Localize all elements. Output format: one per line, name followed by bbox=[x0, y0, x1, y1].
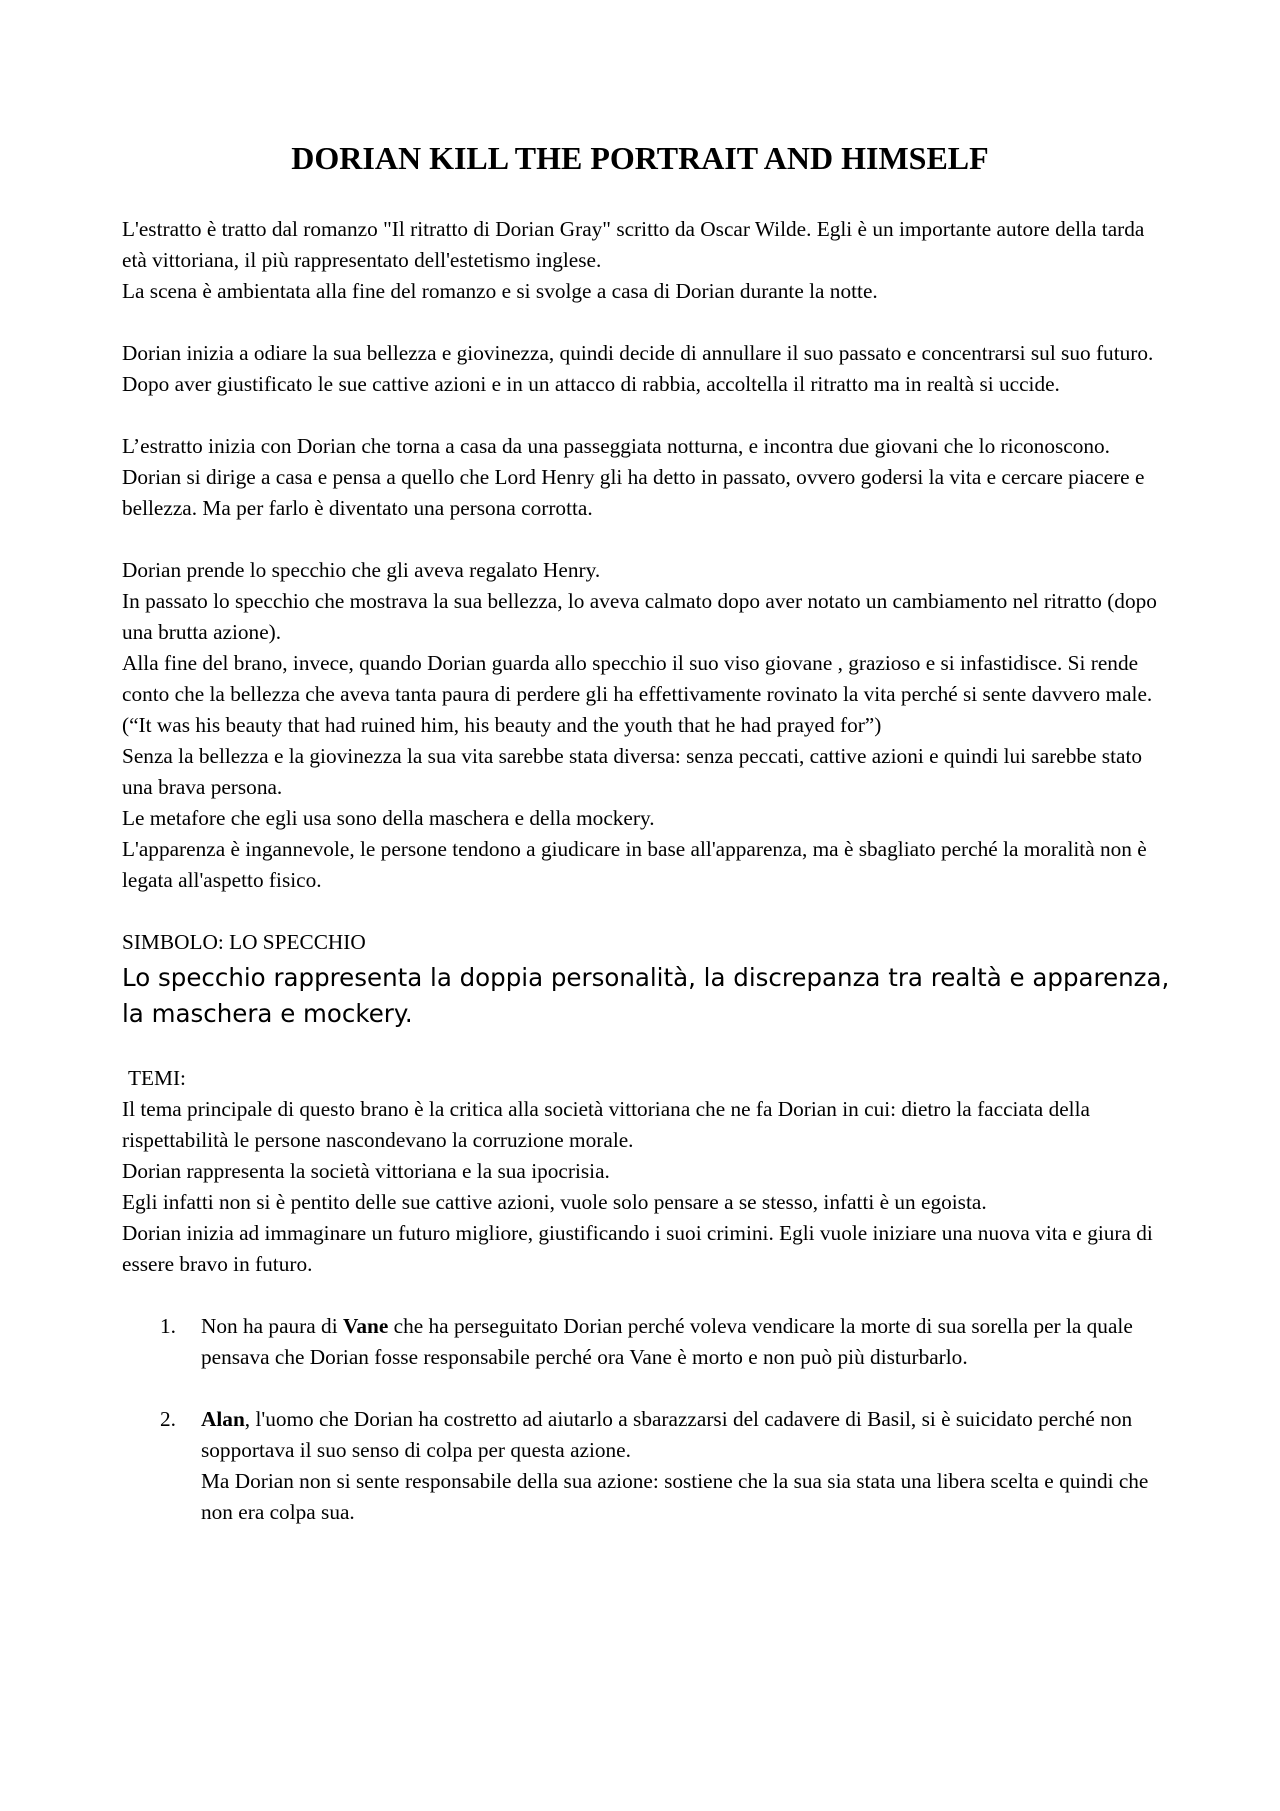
intro-paragraph: L'estratto è tratto dal romanzo "Il ritratto di Dorian Gray" scritto da Oscar Wilde. Egli è un importante autore della tarda età vittoriana, il più rappresentato dell'estetismo inglese. bbox=[122, 217, 1145, 272]
body-paragraph: Alla fine del brano, invece, quando Dorian guarda allo specchio il suo viso giovane , grazioso e si infastidisce. Si rende conto che la bellezza che aveva tanta paura di perdere gli ha effettivamente rovinato la vita perché si sente davvero male. (“It was his beauty that had ruined him, his beauty and the youth that he had prayed for”) bbox=[122, 651, 1153, 737]
body-paragraph: L'apparenza è ingannevole, le persone tendono a giudicare in base all'apparenza, ma è sbagliato perché la moralità non è legata all'aspetto fisico. bbox=[122, 837, 1147, 892]
document-body bbox=[122, 214, 1172, 1528]
list-item-bold: Alan bbox=[201, 1407, 245, 1431]
list-number: 2. bbox=[160, 1407, 176, 1431]
body-paragraph: Dorian prende lo specchio che gli aveva regalato Henry. bbox=[122, 558, 601, 582]
body-paragraph: Dorian inizia a odiare la sua bellezza e giovinezza, quindi decide di annullare il suo passato e concentrarsi sul suo futuro. Dopo aver giustificato le sue cattive azioni e in un attacco di rabbia, accoltella il ritratto ma in realtà si uccide. bbox=[122, 341, 1154, 396]
document-title: DORIAN KILL THE PORTRAIT AND HIMSELF bbox=[291, 140, 989, 176]
theme-paragraph: Egli infatti non si è pentito delle sue cattive azioni, vuole solo pensare a se stesso, infatti è un egoista. bbox=[122, 1190, 987, 1214]
themes-heading: TEMI: bbox=[128, 1066, 186, 1090]
theme-paragraph: Il tema principale di questo brano è la critica alla società vittoriana che ne fa Dorian in cui: dietro la facciata della rispettabilità le persone nascondevano la corruzione morale. bbox=[122, 1097, 1090, 1152]
body-paragraph: L’estratto inizia con Dorian che torna a casa da una passeggiata notturna, e incontra due giovani che lo riconoscono. Dorian si dirige a casa e pensa a quello che Lord Henry gli ha detto in passato, ovvero godersi la vita e cercare piacere e bellezza. Ma per farlo è diventato una persona corrotta. bbox=[122, 434, 1145, 520]
theme-paragraph: Dorian inizia ad immaginare un futuro migliore, giustificando i suoi crimini. Egli vuole iniziare una nuova vita e giura di essere bravo in futuro. bbox=[122, 1221, 1153, 1276]
list-item-text: Ma Dorian non si sente responsabile della sua azione: sostiene che la sua sia stata una libera scelta e quindi che non era colpa sua. bbox=[201, 1469, 1149, 1524]
list-item-text: Non ha paura di bbox=[201, 1314, 343, 1338]
numbered-list bbox=[122, 1311, 1172, 1528]
body-paragraph: Senza la bellezza e la giovinezza la sua vita sarebbe stata diversa: senza peccati, cattive azioni e quindi lui sarebbe stato una brava persona. bbox=[122, 744, 1143, 799]
list-number: 1. bbox=[160, 1314, 176, 1338]
list-item-text: che ha perseguitato Dorian perché voleva vendicare la morte di sua sorella per la quale pensava che Dorian fosse responsabile perché ora Vane è morto e non può più disturbarlo. bbox=[201, 1314, 1133, 1369]
list-item bbox=[122, 1404, 1172, 1528]
list-item bbox=[122, 1311, 1172, 1373]
symbol-text: Lo specchio rappresenta la doppia personalità, la discrepanza tra realtà e apparenza, la maschera e mockery. bbox=[122, 963, 1170, 1028]
list-item-bold: Vane bbox=[342, 1314, 389, 1338]
theme-paragraph: Dorian rappresenta la società vittoriana e la sua ipocrisia. bbox=[122, 1159, 610, 1183]
intro-paragraph: La scena è ambientata alla fine del romanzo e si svolge a casa di Dorian durante la notte. bbox=[122, 279, 878, 303]
body-paragraph: In passato lo specchio che mostrava la sua bellezza, lo aveva calmato dopo aver notato un cambiamento nel ritratto (dopo una brutta azione). bbox=[122, 589, 1157, 644]
symbol-heading: SIMBOLO: LO SPECCHIO bbox=[122, 930, 366, 954]
body-paragraph: Le metafore che egli usa sono della maschera e della mockery. bbox=[122, 806, 655, 830]
list-item-text: , l'uomo che Dorian ha costretto ad aiutarlo a sbarazzarsi del cadavere di Basil, si è suicidato perché non sopportava il suo senso di colpa per questa azione. bbox=[201, 1407, 1133, 1462]
